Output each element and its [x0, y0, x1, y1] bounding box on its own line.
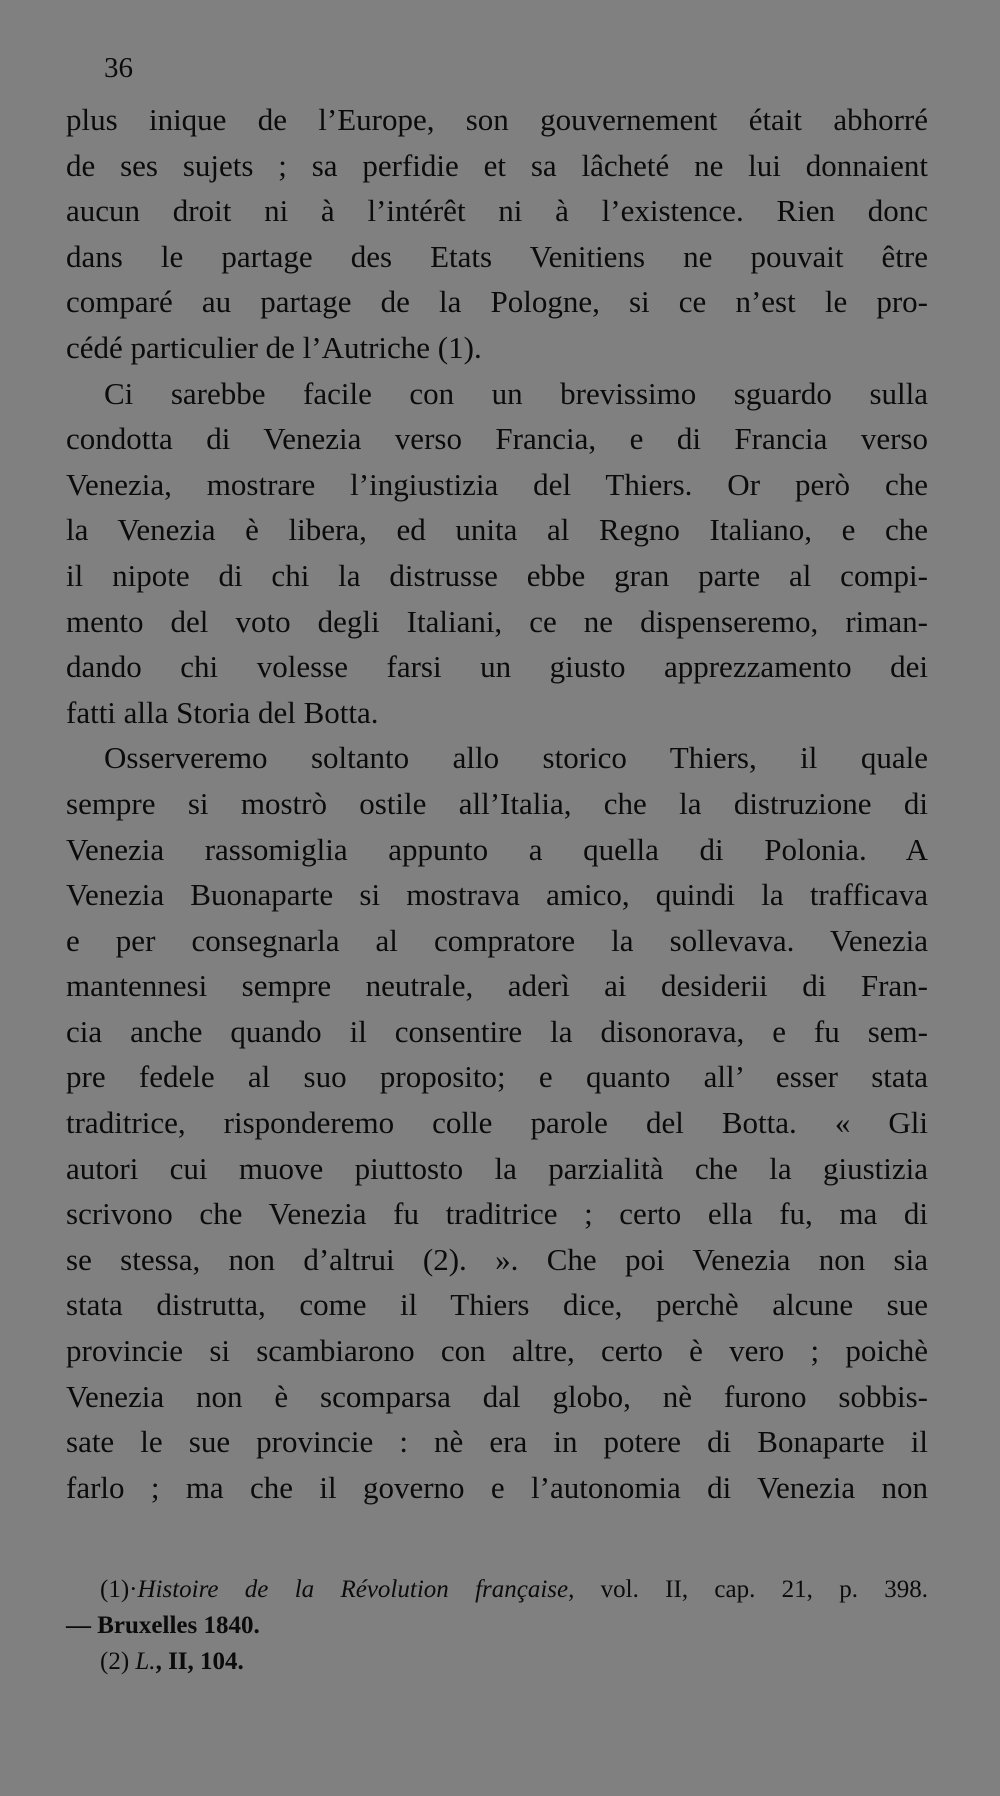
text-line: il nipote di chi la distrusse ebbe gran parte al compi- [66, 557, 928, 593]
text-line: condotta di Venezia verso Francia, e di Francia verso [66, 421, 928, 457]
footnote-marker: (1)· [100, 1576, 138, 1603]
text-line: provincie si scambiarono con altre, certo è vero ; poichè [66, 1333, 928, 1369]
footnote-title: Histoire de la Révolution française, [137, 1576, 575, 1603]
text-line: aucun droit ni à l’intérêt ni à l’existence. Rien donc [66, 193, 928, 229]
text-line: mento del voto degli Italiani, ce ne dispenseremo, riman- [66, 603, 928, 639]
text-line: la Venezia è libera, ed unita al Regno Italiano, e che [66, 512, 928, 548]
footnote-marker: (2) [100, 1648, 136, 1675]
text-line: Venezia, mostrare l’ingiustizia del Thiers. Or però che [66, 466, 928, 502]
text-line: traditrice, risponderemo colle parole del Botta. « Gli [66, 1105, 928, 1141]
footnote-detail: , II, 104. [155, 1648, 244, 1675]
text-line: sate le sue provincie : nè era in potere di Bonaparte il [66, 1424, 928, 1460]
footnote-detail: vol. II, cap. 21, p. 398. [574, 1576, 929, 1603]
text-line: cédé particulier de l’Autriche (1). [66, 329, 482, 365]
paragraph-3 [66, 735, 928, 1510]
paragraph-1 [66, 97, 928, 371]
text-line: scrivono che Venezia fu traditrice ; certo ella fu, ma di [66, 1196, 928, 1232]
text-line: dando chi volesse farsi un giusto apprezzamento dei [66, 649, 928, 685]
text-line: cia anche quando il consentire la disonorava, e fu sem- [66, 1013, 928, 1049]
paragraph-2 [66, 371, 928, 736]
text-line: Venezia rassomiglia appunto a quella di Polonia. A [66, 831, 928, 867]
footnote-ref: L. [135, 1648, 156, 1675]
text-line: plus inique de l’Europe, son gouvernement était abhorré [66, 102, 928, 137]
footnote-publisher: — Bruxelles 1840. [66, 1612, 260, 1639]
body-text [66, 97, 928, 1510]
text-line: fatti alla Storia del Botta. [66, 694, 379, 730]
text-line: Venezia Buonaparte si mostrava amico, quindi la trafficava [66, 877, 928, 913]
page-number: 36 [104, 52, 133, 84]
text-line: Osserveremo soltanto allo storico Thiers, il quale [104, 740, 928, 776]
text-line: stata distrutta, come il Thiers dice, perchè alcune sue [66, 1287, 928, 1323]
text-line: Venezia non è scomparsa dal globo, nè furono sobbis- [66, 1378, 928, 1414]
text-line: de ses sujets ; sa perfidie et sa lâcheté ne lui donnaient [66, 147, 928, 183]
text-line: sempre si mostrò ostile all’Italia, che la distruzione di [66, 785, 928, 821]
text-line: farlo ; ma che il governo e l’autonomia di Venezia non [66, 1469, 928, 1505]
footnote-1 [66, 1572, 928, 1608]
text-line: Ci sarebbe facile con un brevissimo sguardo sulla [104, 375, 928, 411]
footnote-2 [66, 1644, 928, 1680]
text-line: dans le partage des Etats Venitiens ne pouvait être [66, 238, 928, 274]
text-line: mantennesi sempre neutrale, aderì ai desiderii di Fran- [66, 968, 928, 1004]
text-line: e per consegnarla al compratore la sollevava. Venezia [66, 922, 928, 958]
text-line: comparé au partage de la Pologne, si ce n’est le pro- [66, 284, 928, 320]
text-line: pre fedele al suo proposito; e quanto all’ esser stata [66, 1059, 928, 1095]
footnote-1-continuation [66, 1608, 928, 1644]
text-line: autori cui muove piuttosto la parzialità che la giustizia [66, 1150, 928, 1186]
footnotes [66, 1572, 928, 1680]
text-line: se stessa, non d’altrui (2). ». Che poi Venezia non sia [66, 1241, 928, 1277]
